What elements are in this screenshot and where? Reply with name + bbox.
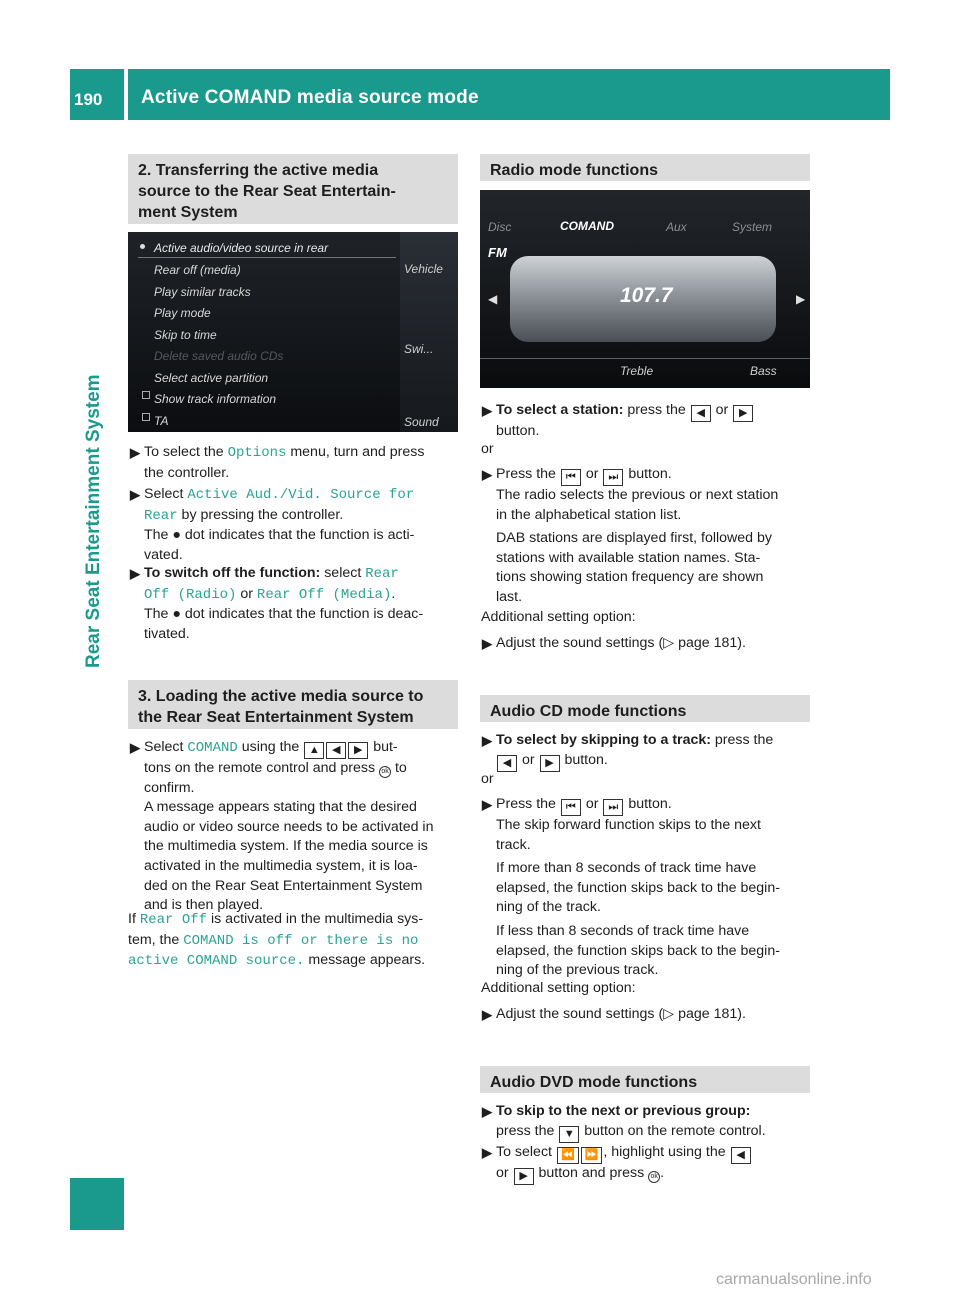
dvd-skip-group: To skip to the next or previous group: press the ▼ button on the remote control. [496,1102,812,1143]
menu-item-play-mode[interactable]: Play mode [154,306,211,320]
radio-select-station: To select a station: press the ◀ or ▶ button. [496,401,812,442]
tab-system[interactable]: System [732,220,773,234]
page-ref-icon: ▷ [663,1006,679,1022]
seek-left-icon[interactable]: ◀ [488,292,498,306]
step-select-options: To select the Options menu, turn and press the controller. [144,444,425,481]
section-3-title: 3. Loading the active media source to the Rear Seat Entertainment System [128,680,458,729]
arrow-icon: ▶ [130,487,140,502]
radio-section-title: Radio mode functions [480,154,810,181]
left-button-icon: ◀ [497,755,517,772]
step-select-comand: Select COMAND using the ▲ ◀ ▶ but- tons on the remote control and press ok to confirm. A message appears stating that the desired audio or video source needs to be activated in the multimedia system. If the media source is activated in the multimedia system, it is loa- ded on the Rear Seat Entertainment System and is then played. [144,739,434,914]
arrow-icon: ▶ [130,566,140,581]
watermark: carmanualsonline.info [716,1271,872,1288]
sidebar-marker [70,1178,124,1230]
rewind-icon: ⏪ [557,1147,579,1164]
right-button-icon: ▶ [514,1168,534,1185]
active-dot-icon [140,244,145,249]
arrow-icon: ▶ [482,636,492,651]
arrow-icon: ▶ [482,797,492,812]
up-button-icon: ▲ [304,742,324,759]
ok-button-icon: ok [648,1171,660,1183]
tab-disc[interactable]: Disc [488,220,512,234]
skip-forward-icon: ⏭ [603,799,623,816]
right-button-icon: ▶ [733,405,753,422]
step-switch-off: To switch off the function: select Rear Off (Radio) or Rear Off (Media). The ● dot indicates that the function is deac- tivated. [144,565,424,642]
menu-item-partition[interactable]: Select active partition [154,371,269,385]
section-2-title: 2. Transferring the active media source to the Rear Seat Entertain- ment System [128,154,458,224]
cd-press-skip: Press the ⏮ or ⏭ button. The skip forward function skips to the next track. If more than 8 seconds of track time have elapsed, the function skips back to the begin- ning of the track. If less than 8 seconds of track time have elapsed, the function skips back to the begin- ning of the previous track. [496,796,780,979]
arrow-icon: ▶ [482,1145,492,1160]
cd-section-title: Audio CD mode functions [480,695,810,722]
treble-button[interactable]: Treble [620,364,654,378]
arrow-icon: ▶ [130,740,140,755]
ok-button-icon: ok [379,766,391,778]
frequency-value: 107.7 [620,284,673,307]
arrow-icon: ▶ [482,467,492,482]
arrow-icon: ▶ [482,733,492,748]
menu-item-rear-off[interactable]: Rear off (media) [154,263,241,277]
band-label: FM [488,245,507,260]
left-button-icon: ◀ [691,405,711,422]
arrow-icon: ▶ [482,403,492,418]
page-ref-icon: ▷ [663,635,679,651]
left-button-icon: ◀ [326,742,346,759]
additional-option-label: Additional setting option: [481,980,636,996]
menu-item-similar[interactable]: Play similar tracks [154,285,251,299]
skip-back-icon: ⏮ [561,799,581,816]
side-item-vehicle[interactable]: Vehicle [404,262,443,276]
step-select-source: Select Active Aud./Vid. Source for Rear by pressing the controller. The ● dot indicates that the function is acti- vated. [144,486,415,563]
menu-item-skip-time[interactable]: Skip to time [154,328,217,342]
bottom-divider [480,358,810,359]
side-item-switch[interactable]: Swi... [404,342,434,356]
additional-option-label: Additional setting option: [481,609,636,625]
menu-item-delete-cds: Delete saved audio CDs [154,349,284,363]
tab-comand[interactable]: COMAND [560,219,614,233]
rear-off-note: If Rear Off is activated in the multimedia sys- tem, the COMAND is off or there is no active COMAND source. message appears. [128,911,426,970]
skip-forward-icon: ⏭ [603,469,623,486]
radio-adjust-sound: Adjust the sound settings (▷ page 181). [496,635,746,651]
radio-screenshot [480,190,810,388]
arrow-icon: ▶ [482,1104,492,1119]
page-number: 190 [74,90,103,109]
tab-aux[interactable]: Aux [666,220,687,234]
checkbox-icon[interactable] [142,413,150,421]
fast-forward-icon: ⏩ [581,1147,603,1164]
side-item-sound[interactable]: Sound [404,415,439,429]
menu-item-active-source[interactable]: Active audio/video source in rear [154,241,329,255]
left-button-icon: ◀ [731,1147,751,1164]
dvd-select-scan: To select ⏪ ⏩ , highlight using the ◀ or ▶ button and press ok . [496,1143,812,1185]
right-button-icon: ▶ [540,755,560,772]
or-text: or [481,441,494,457]
seek-right-icon[interactable]: ▶ [796,292,806,306]
skip-back-icon: ⏮ [561,469,581,486]
cd-skip-track: To select by skipping to a track: press the ◀ or ▶ button. [496,731,812,772]
down-button-icon: ▼ [559,1126,579,1143]
page-title: Active COMAND media source mode [141,87,479,108]
sidebar-label: Rear Seat Entertainment System [83,374,104,668]
radio-press-skip: Press the ⏮ or ⏭ button. The radio selects the previous or next station in the alphabetical station list. DAB stations are displayed first, followed by stations with available station names. Sta- tions showing station frequency are shown last. [496,466,779,605]
dvd-section-title: Audio DVD mode functions [480,1066,810,1093]
bass-button[interactable]: Bass [750,364,777,378]
options-menu-screenshot [128,232,458,432]
or-text: or [481,771,494,787]
menu-item-ta[interactable]: TA [154,414,169,428]
checkbox-icon[interactable] [142,391,150,399]
arrow-icon: ▶ [130,445,140,460]
cd-adjust-sound: Adjust the sound settings (▷ page 181). [496,1006,746,1022]
header-separator [124,69,128,120]
menu-item-track-info[interactable]: Show track information [154,392,277,406]
right-button-icon: ▶ [348,742,368,759]
arrow-icon: ▶ [482,1007,492,1022]
